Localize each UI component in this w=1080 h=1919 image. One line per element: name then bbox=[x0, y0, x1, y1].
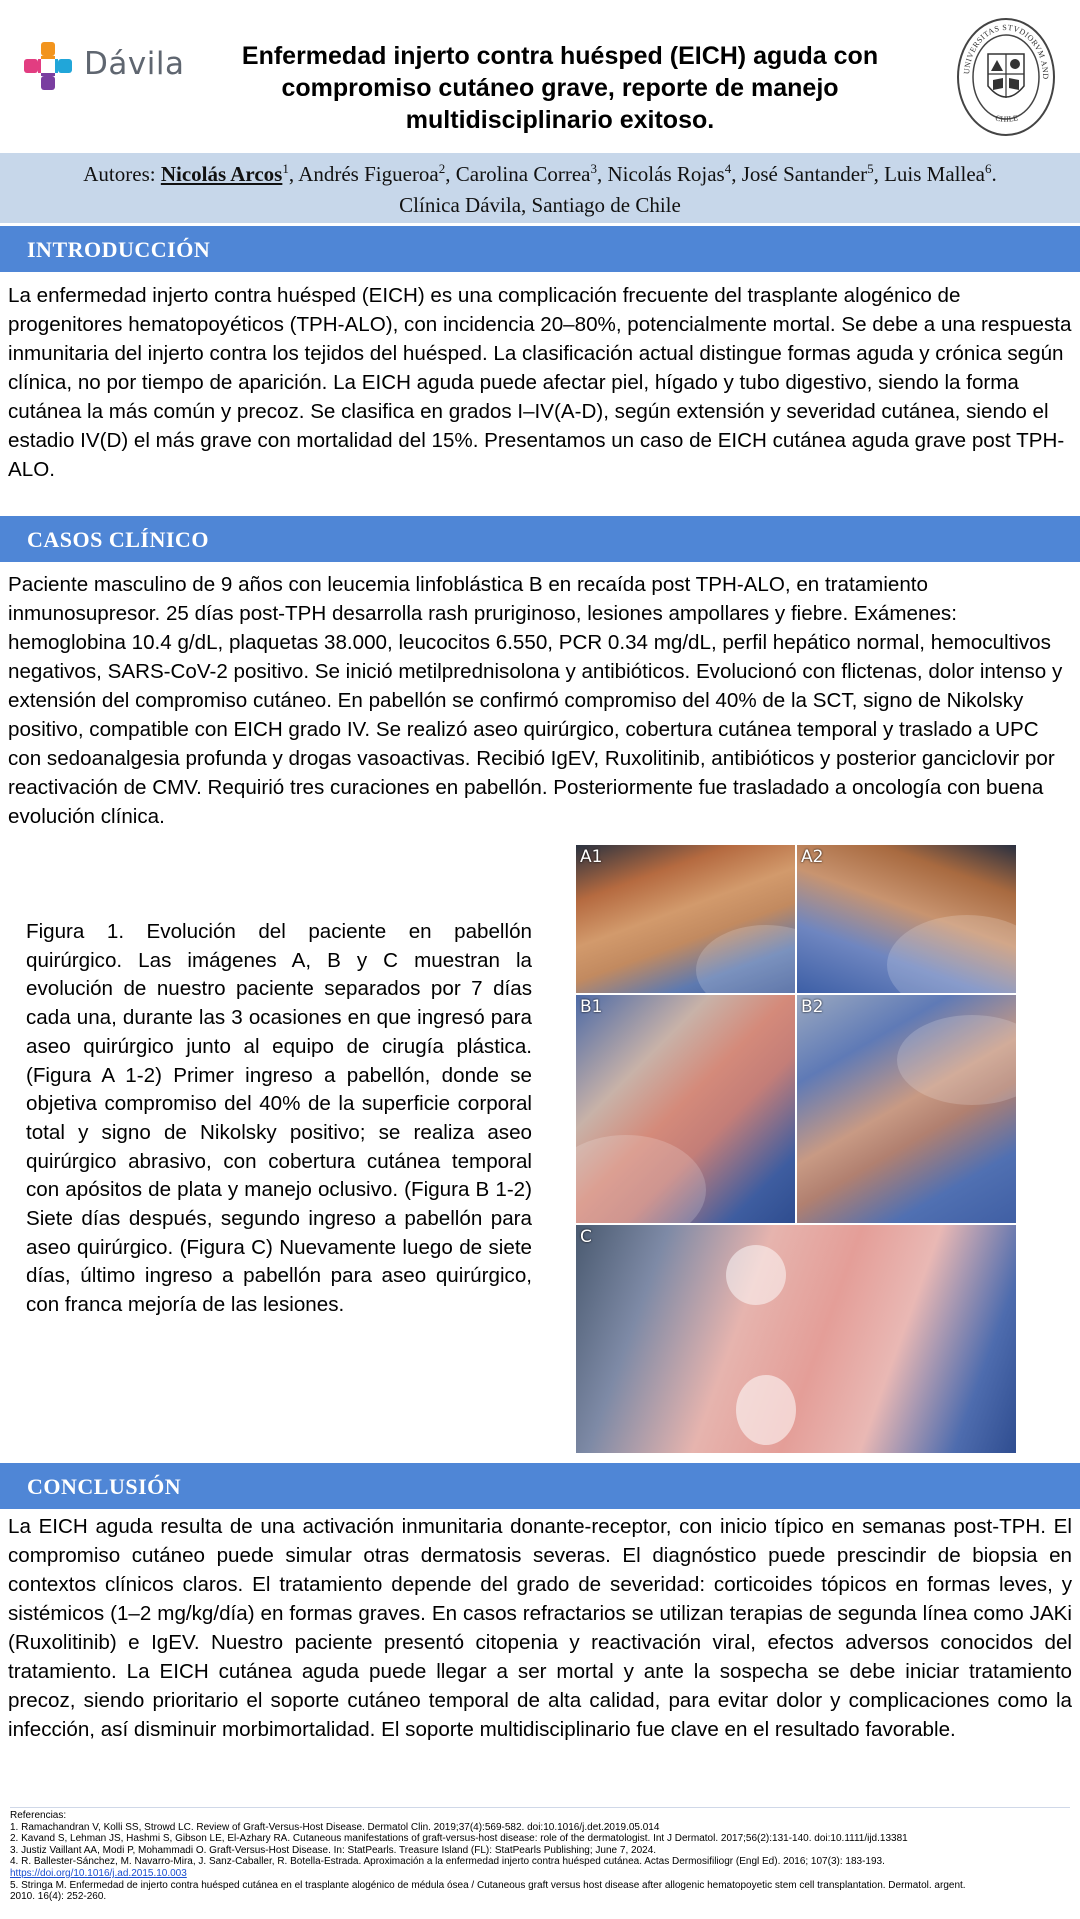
case-text: Paciente masculino de 9 años con leucemia linfoblástica B en recaída post TPH-ALO, en tratamiento inmunosupresor. 25 días post-TPH desarrolla rash pruriginoso, lesiones ampollares y fiebre. Exámenes: hemoglobina 10.4 g/dL, plaquetas 38.000, leucocitos 6.550, PCR 0.34 mg/dL, perfil hepático normal, hemocultivos negativos, SARS-CoV-2 positivo. Se inició metilprednisolona y antibióticos. Evolucionó con flictenas, dolor intenso y extensión del compromiso cutáneo. En pabellón se confirmó compromiso del 40% de la SCT, signo de Nikolsky positivo, compatible con EICH grado IV. Se realizó aseo quirúrgico, cobertura cutánea temporal y traslado a UPC con sedoanalgesia profunda y drogas vasoactivas. Recibió IgEV, Ruxolitinib, antibióticos y posterior ganciclovir por reactivación de CMV. Requirió tres curaciones en pabellón. Posteriormente fue trasladado a oncología con buena evolución clínica. bbox=[8, 573, 1063, 828]
photo-label: A1 bbox=[580, 847, 603, 867]
photo-label: B1 bbox=[580, 997, 603, 1017]
author-sup: 2 bbox=[438, 161, 446, 176]
davila-cross-icon bbox=[22, 40, 80, 100]
author-name: Luis Mallea bbox=[884, 162, 985, 186]
svg-text:CHILE bbox=[995, 113, 1020, 124]
photo-label: A2 bbox=[801, 847, 824, 867]
university-seal-icon bbox=[955, 16, 1057, 138]
figure-photo-a1 bbox=[576, 845, 795, 993]
davila-logo bbox=[22, 40, 202, 102]
figure-photo-a2 bbox=[797, 845, 1016, 993]
figure-photo-c bbox=[576, 1225, 1016, 1453]
case-heading: CASOS CLÍNICO bbox=[27, 527, 209, 552]
seal-bottom-text: CHILE bbox=[994, 113, 1020, 124]
author-sup: 4 bbox=[724, 161, 732, 176]
conclusion-heading-bar bbox=[0, 1463, 1080, 1509]
authors-line: Autores: Nicolás Arcos$^1$, Andrés Figueroa$^2$, Carolina Correa$^3$, Nicolás Rojas$^4$, José Santander$^5$, Luis Mallea$^6$. bbox=[83, 161, 997, 186]
reference-item: 2. Kavand S, Lehman JS, Hashmi S, Gibson LE, El-Azhary RA. Cutaneous manifestations of graft-versus-host disease: role of the dermatologist. Int J Dermatol. 2017;56(2):131-140. doi:10.1111/ijd.13381 bbox=[10, 1833, 908, 1845]
author-sup: 1 bbox=[282, 161, 289, 176]
reference-item: 1. Ramachandran V, Kolli SS, Strowd LC. Review of Graft-Versus-Host Disease. Dermatol Clin. 2019;37(4):569-582. doi:10.1016/j.det.2019.05.014 bbox=[10, 1821, 660, 1833]
author-name: José Santander bbox=[741, 162, 868, 186]
author-name: Andrés Figueroa bbox=[298, 162, 439, 186]
conclusion-heading: CONCLUSIÓN bbox=[27, 1474, 182, 1499]
introduction-text: La enfermedad injerto contra huésped (EICH) es una complicación frecuente del trasplante alogénico de progenitores hematopoyéticos (TPH-ALO), con incidencia 20–80%, potencialmente mortal. Se debe a una respuesta inmunitaria del injerto contra los tejidos del huésped. La clasificación actual distingue formas aguda y crónica según clínica, no por tiempo de aparición. La EICH aguda puede afectar piel, hígado y tubo digestivo, siendo la forma cutánea la más común y precoz. Se clasifica en grados I–IV(A-D), según extensión y severidad cutánea, siendo el estadio IV(D) el más grave con mortalidad del 15%. Presentamos un caso de EICH cutánea aguda grave post TPH-ALO. bbox=[8, 284, 1072, 481]
introduction-heading-bar bbox=[0, 226, 1080, 272]
author-sup: 6 bbox=[984, 161, 992, 176]
introduction-heading: INTRODUCCIÓN bbox=[27, 237, 211, 262]
author-name: Carolina Correa bbox=[455, 162, 591, 186]
seal-text: UNIVERSITAS STVDIORVM AND bbox=[962, 22, 1051, 80]
case-heading-bar bbox=[0, 516, 1080, 562]
author-sup: 5 bbox=[867, 161, 874, 176]
reference-item: 4. R. Ballester-Sánchez, M. Navarro-Mira, J. Sanz-Caballer, R. Botella-Estrada. Aproximación a la enfermedad injerto contra huésped cutánea. Actas Dermosifiliogr (Engl Ed). 2016; 107(3): 183-193. bbox=[10, 1856, 885, 1868]
authors-band bbox=[0, 153, 1080, 223]
authors-prefix: Autores: bbox=[83, 162, 161, 186]
photo-label: C bbox=[580, 1227, 592, 1247]
reference-link[interactable]: https://doi.org/10.1016/j.ad.2015.10.003 bbox=[10, 1867, 187, 1879]
figure-photo-b2 bbox=[797, 995, 1016, 1223]
affiliation: Clínica Dávila, Santiago de Chile bbox=[399, 193, 681, 217]
references-divider bbox=[10, 1807, 1070, 1808]
author-sup: 3 bbox=[590, 161, 597, 176]
references bbox=[10, 1810, 1070, 1903]
reference-item: 5. Stringa M. Enfermedad de injerto contra huésped cutánea en el trasplante alogénico de médula ósea / Cutaneous graft versus host disease after allogenic hematopoyetic stem cell transplantation. Dermatol. argent. bbox=[10, 1879, 966, 1891]
photo-label: B2 bbox=[801, 997, 824, 1017]
university-seal bbox=[955, 16, 1057, 138]
logo-text: Dávila bbox=[84, 46, 185, 82]
references-heading: Referencias: bbox=[10, 1810, 67, 1821]
author-name: Nicolás Rojas bbox=[607, 162, 725, 186]
reference-item: 3. Justiz Vaillant AA, Modi P, Mohammadi O. Graft-Versus-Host Disease. In: StatPearls. Treasure Island (FL): StatPearls Publishing; June 7, 2024. bbox=[10, 1844, 657, 1856]
figure-caption: Figura 1. Evolución del paciente en pabellón quirúrgico. Las imágenes A, B y C muestran la evolución de nuestro paciente separados por 7 días cada una, durante las 3 ocasiones en que ingresó para aseo quirúrgico junto al equipo de cirugía plástica. (Figura A 1-2) Primer ingreso a pabellón, donde se objetiva compromiso del 40% de la superficie corporal total y signo de Nikolsky positivo; se realiza aseo quirúrgico abrasivo, con cobertura cutánea temporal con apósitos de plata y manejo oclusivo. (Figura B 1-2) Siete días después, segundo ingreso a pabellón para aseo quirúrgico. (Figura C) Nuevamente luego de siete días, último ingreso a pabellón para aseo quirúrgico, con franca mejoría de las lesiones. bbox=[26, 920, 532, 1317]
conclusion-text: La EICH aguda resulta de una activación inmunitaria donante-receptor, con inicio típico en semanas post-TPH. El compromiso cutáneo puede simular otras dermatosis severas. El diagnóstico puede prescindir de biopsia en contextos clínicos claros. El tratamiento depende del grado de severidad: corticoides tópicos en formas leves, y sistémicos (1–2 mg/kg/día) en formas graves. En casos refractarios se utilizan terapias de segunda línea como JAKi (Ruxolitinib) e IgEV. Nuestro paciente presentó citopenia y reactivación viral, efectos adversos conocidos del tratamiento. La EICH cutánea aguda puede llegar a ser mortal y ante la sospecha se debe iniciar tratamiento precoz, siendo prioritario el soporte cutáneo temporal de alta calidad, para evitar dolor y complicaciones como la infección, así disminuir morbimortalidad. El soporte multidisciplinario fue clave en el resultado favorable. bbox=[8, 1515, 1072, 1741]
poster-title: Enfermedad injerto contra huésped (EICH) aguda con compromiso cutáneo grave, reporte de manejo multidisciplinario exitoso. bbox=[241, 42, 879, 134]
author-first: Nicolás Arcos bbox=[160, 162, 283, 186]
reference-item: 2010. 16(4): 252-260. bbox=[10, 1891, 107, 1903]
figure-photo-b1 bbox=[576, 995, 795, 1223]
